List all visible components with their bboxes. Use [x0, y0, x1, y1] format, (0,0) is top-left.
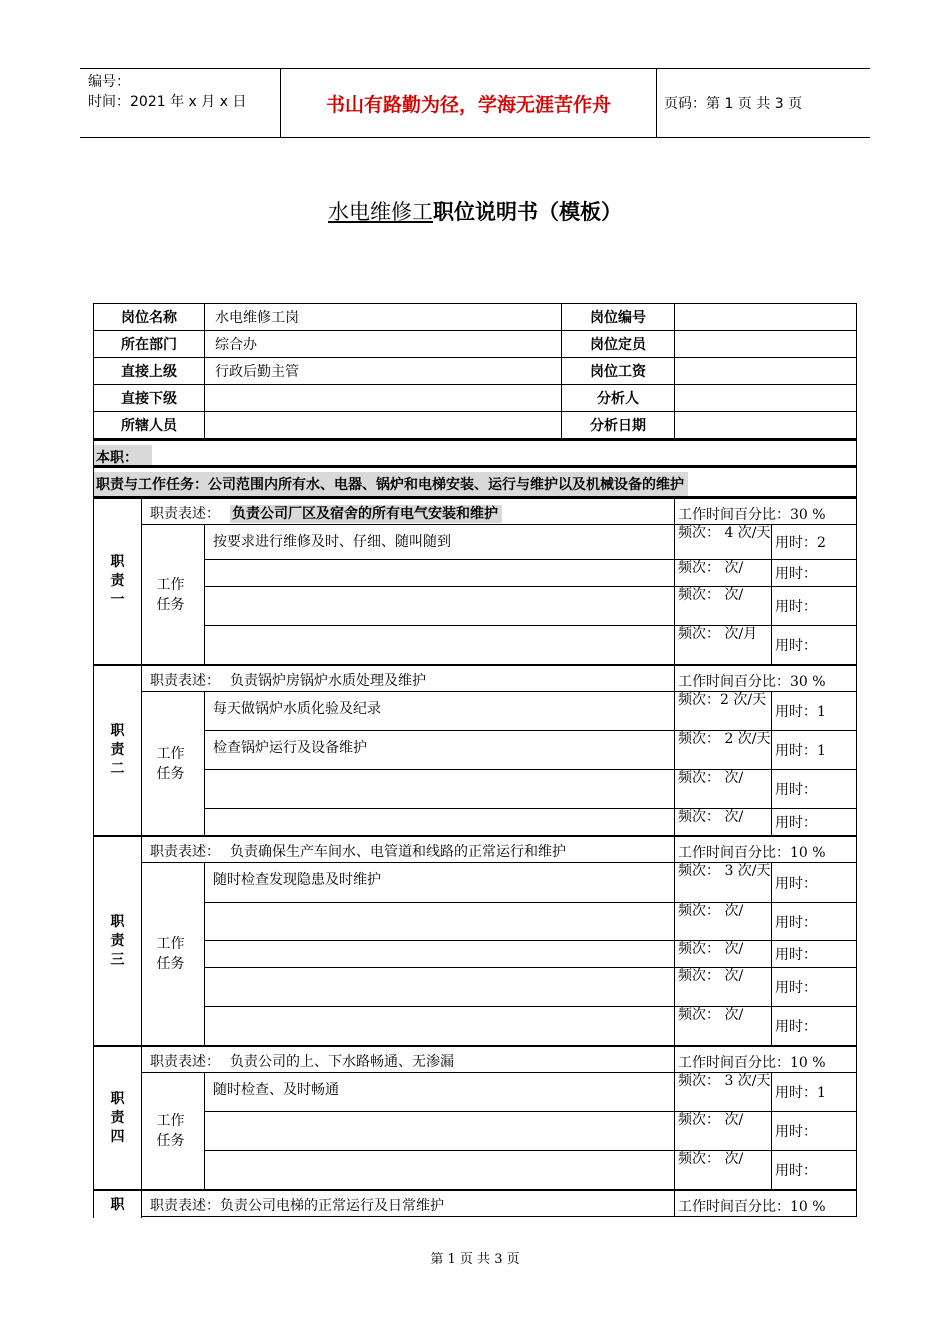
task-time-used: 用时：1 — [771, 691, 857, 731]
task-row-text — [204, 586, 675, 626]
task-row-text: 每天做锅炉水质化验及纪录 — [204, 691, 675, 731]
duty-description — [141, 497, 675, 525]
duty-desc-label: 职责表述： — [150, 844, 220, 860]
task-row-text: 随时检查、及时畅通 — [204, 1072, 675, 1112]
task-row-text: 随时检查发现隐患及时维护 — [204, 862, 675, 903]
basic-value — [204, 411, 562, 439]
basic-label: 所在部门 — [93, 330, 205, 358]
task-row-text — [204, 559, 675, 587]
duty-name — [93, 1189, 142, 1218]
duty-desc-label: 职责表述： — [150, 506, 220, 522]
header-motto: 书山有路勤为径，学海无涯苦作舟 — [280, 69, 657, 137]
basic-label: 岗位定员 — [561, 330, 675, 358]
document-number: 编号： — [88, 74, 130, 90]
task-label-cell — [141, 691, 205, 836]
duty-desc-label: 职责表述： — [150, 1054, 220, 1070]
basic-value — [674, 411, 857, 439]
task-frequency: 频次： 次/ — [674, 1006, 772, 1046]
task-frequency: 频次： 次/ — [674, 586, 772, 626]
duty-description — [141, 664, 675, 692]
duty-time-percent: 工作时间百分比：30 % — [674, 497, 857, 525]
task-frequency: 频次： 次/ — [674, 902, 772, 941]
task-frequency: 频次： 2 次/天 — [674, 730, 772, 770]
basic-label: 分析日期 — [561, 411, 675, 439]
page-footer: 第 1 页 共 3 页 — [430, 1252, 520, 1267]
duty-description — [141, 835, 675, 863]
task-time-used: 用时：2 — [771, 524, 857, 560]
duty-description — [141, 1189, 675, 1217]
duty-name — [93, 1045, 142, 1190]
task-row-text — [204, 808, 675, 836]
task-time-used: 用时： — [771, 1111, 857, 1151]
task-time-used: 用时： — [771, 967, 857, 1007]
task-time-used: 用时：1 — [771, 1072, 857, 1112]
job-description-table — [93, 303, 857, 1218]
basic-value: 水电维修工岗 — [204, 303, 562, 331]
task-time-used: 用时： — [771, 1006, 857, 1046]
duty-name-text: 职责四 — [110, 1090, 125, 1145]
task-label: 工作任务 — [156, 576, 185, 613]
duty-name — [93, 664, 142, 836]
duty-name-text: 职 — [110, 1197, 125, 1213]
task-row-text — [204, 625, 675, 665]
task-label-cell — [141, 862, 205, 1046]
purpose-label: 本职： — [94, 445, 152, 466]
duties-heading: 职责与工作任务：公司范围内所有水、电器、锅炉和电梯安装、运行与维护以及机械设备的维护 — [94, 472, 688, 496]
task-label-cell — [141, 524, 205, 665]
duties-heading-row — [93, 466, 857, 497]
task-frequency: 频次： 次/ — [674, 769, 772, 809]
duty-desc-text: 负责确保生产车间水、电管道和线路的正常运行和维护 — [230, 844, 566, 860]
basic-label: 岗位编号 — [561, 303, 675, 331]
task-frequency: 频次： 次/ — [674, 808, 772, 836]
task-row-text — [204, 1150, 675, 1190]
task-row-text — [204, 967, 675, 1007]
duty-desc-text: 负责锅炉房锅炉水质处理及维护 — [230, 673, 426, 689]
duty-name — [93, 835, 142, 1046]
duty-time-percent: 工作时间百分比：10 % — [674, 1045, 857, 1073]
basic-label: 直接上级 — [93, 357, 205, 385]
purpose-row — [93, 439, 857, 466]
task-frequency: 频次： 4 次/天 — [674, 524, 772, 560]
page-header — [80, 68, 870, 138]
duty-name-text: 职责二 — [110, 723, 125, 777]
task-row-text: 检查锅炉运行及设备维护 — [204, 730, 675, 770]
task-time-used: 用时： — [771, 808, 857, 836]
task-row-text — [204, 769, 675, 809]
task-row-text: 按要求进行维修及时、仔细、随叫随到 — [204, 524, 675, 560]
task-label: 工作任务 — [156, 745, 185, 782]
basic-value — [674, 357, 857, 385]
task-time-used: 用时：1 — [771, 730, 857, 770]
task-time-used: 用时： — [771, 769, 857, 809]
duty-name — [93, 497, 142, 665]
task-frequency: 频次： 次/ — [674, 1150, 772, 1190]
title-position: 水电维修工 — [328, 200, 433, 224]
header-meta — [80, 69, 280, 137]
duty-description — [141, 1045, 675, 1073]
duty-desc-label: 职责表述： — [150, 1198, 220, 1214]
task-time-used: 用时： — [771, 1150, 857, 1190]
basic-value — [674, 330, 857, 358]
task-frequency: 频次： 次/ — [674, 559, 772, 587]
duty-desc-text: 负责公司的上、下水路畅通、无渗漏 — [230, 1054, 454, 1070]
task-row-text — [204, 940, 675, 968]
basic-value: 行政后勤主管 — [204, 357, 562, 385]
task-time-used: 用时： — [771, 862, 857, 903]
duty-desc-label: 职责表述： — [150, 673, 220, 689]
task-time-used: 用时： — [771, 586, 857, 626]
task-frequency: 频次： 次/月 — [674, 625, 772, 665]
basic-label: 所辖人员 — [93, 411, 205, 439]
basic-value — [204, 384, 562, 412]
basic-value — [674, 384, 857, 412]
task-row-text — [204, 902, 675, 941]
task-frequency: 频次： 次/ — [674, 967, 772, 1007]
duty-time-percent: 工作时间百分比：10 % — [674, 1189, 857, 1217]
duty-desc-text: 负责公司电梯的正常运行及日常维护 — [220, 1198, 444, 1214]
document-date: 时间：2021 年 x 月 x 日 — [88, 94, 247, 110]
duty-name-text: 职责一 — [110, 554, 125, 608]
task-time-used: 用时： — [771, 559, 857, 587]
basic-label: 直接下级 — [93, 384, 205, 412]
task-label-cell — [141, 1072, 205, 1190]
basic-label: 岗位工资 — [561, 357, 675, 385]
duty-desc-text: 负责公司厂区及宿舍的所有电气安装和维护 — [230, 505, 502, 523]
basic-value: 综合办 — [204, 330, 562, 358]
task-frequency: 频次： 3 次/天 — [674, 862, 772, 903]
task-time-used: 用时： — [771, 902, 857, 941]
task-frequency: 频次： 次/ — [674, 940, 772, 968]
task-row-text — [204, 1006, 675, 1046]
task-label: 工作任务 — [156, 1113, 185, 1149]
document-title — [0, 196, 950, 226]
duty-time-percent: 工作时间百分比：10 % — [674, 835, 857, 863]
task-row-text — [204, 1111, 675, 1151]
task-frequency: 频次： 3 次/天 — [674, 1072, 772, 1112]
basic-label: 岗位名称 — [93, 303, 205, 331]
task-frequency: 频次：2 次/天 — [674, 691, 772, 731]
title-rest: 职位说明书（模板） — [433, 200, 622, 224]
task-time-used: 用时： — [771, 940, 857, 968]
duty-name-text: 职责三 — [110, 913, 125, 968]
task-frequency: 频次： 次/ — [674, 1111, 772, 1151]
task-label: 工作任务 — [156, 936, 185, 972]
duty-time-percent: 工作时间百分比：30 % — [674, 664, 857, 692]
header-page-number: 页码：第 1 页 共 3 页 — [664, 96, 803, 112]
task-time-used: 用时： — [771, 625, 857, 665]
basic-value — [674, 303, 857, 331]
basic-label: 分析人 — [561, 384, 675, 412]
